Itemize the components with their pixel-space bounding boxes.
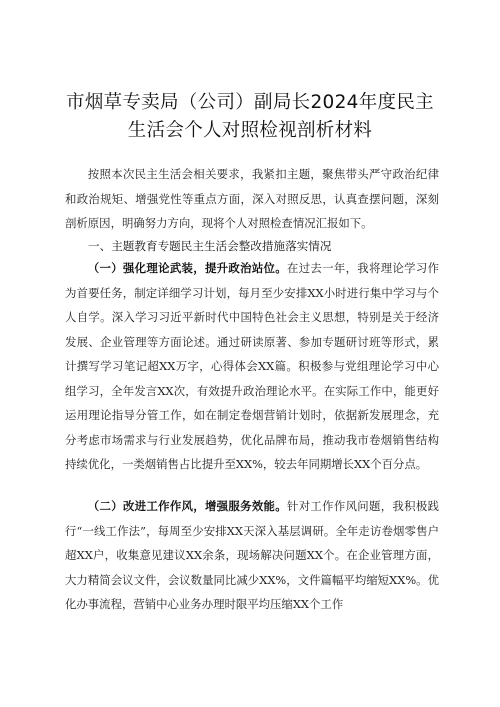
section-1-lead: （一）强化理论武装，提升政治站位。 xyxy=(87,261,287,275)
document-title-line-2: 生活会个人对照检视剖析材料 xyxy=(127,120,373,141)
section-heading-1: 一、主题教育专题民主生活会整改措施落实情况 xyxy=(88,239,332,253)
intro-paragraph: 按照本次民主生活会相关要求，我紧扣主题，聚焦带头严守政治纪律和政治规矩、增强党性等重点方面，深入对照反思，认真查摆问题，深刻剖析原因，明确努力方向，现将个人对照检查情况汇报如下。 xyxy=(65,167,439,230)
section-1-body: 在过去一年，我将理论学习作为首要任务，制定详细学习计划，每月至少安排XX小时进行集中学习与个人自学。深入学习习近平新时代中国特色社会主义思想，特别是关于经济发展、企业管理等方面论述。通过研读原著、参加专题研讨班等形式，累计撰写学习笔记超XX万字，心得体会XX篇。积极参与党组理论学习中心组学习，全年发言XX次，有效提升政治理论水平。在实际工作中，能更好运用理论指导分管工作，如在制定卷烟营销计划时，依据新发展理念，充分考虑市场需求与行业发展趋势，优化品牌布局，推动我市卷烟销售结构持续优化，一类烟销售占比提升至XX%，较去年同期增长XX个百分点。 xyxy=(65,261,439,471)
section-1-paragraph xyxy=(65,256,439,494)
document-title-line-1: 市烟草专卖局（公司）副局长2024年度民主 xyxy=(66,92,434,113)
section-2-paragraph xyxy=(65,494,439,690)
section-2-body: 针对工作作风问题，我积极践行“一线工作法”，每周至少安排XX天深入基层调研。全年走访卷烟零售户超XX户，收集意见建议XX余条，现场解决问题XX个。在企业管理方面，大力精简会议文件，会议数量同比减少XX%，文件篇幅平均缩短XX%。优化办事流程，营销中心业务办理时限平均压缩XX个工作 xyxy=(65,499,439,611)
section-2-lead: （二）改进工作作风，增强服务效能。 xyxy=(87,499,287,513)
